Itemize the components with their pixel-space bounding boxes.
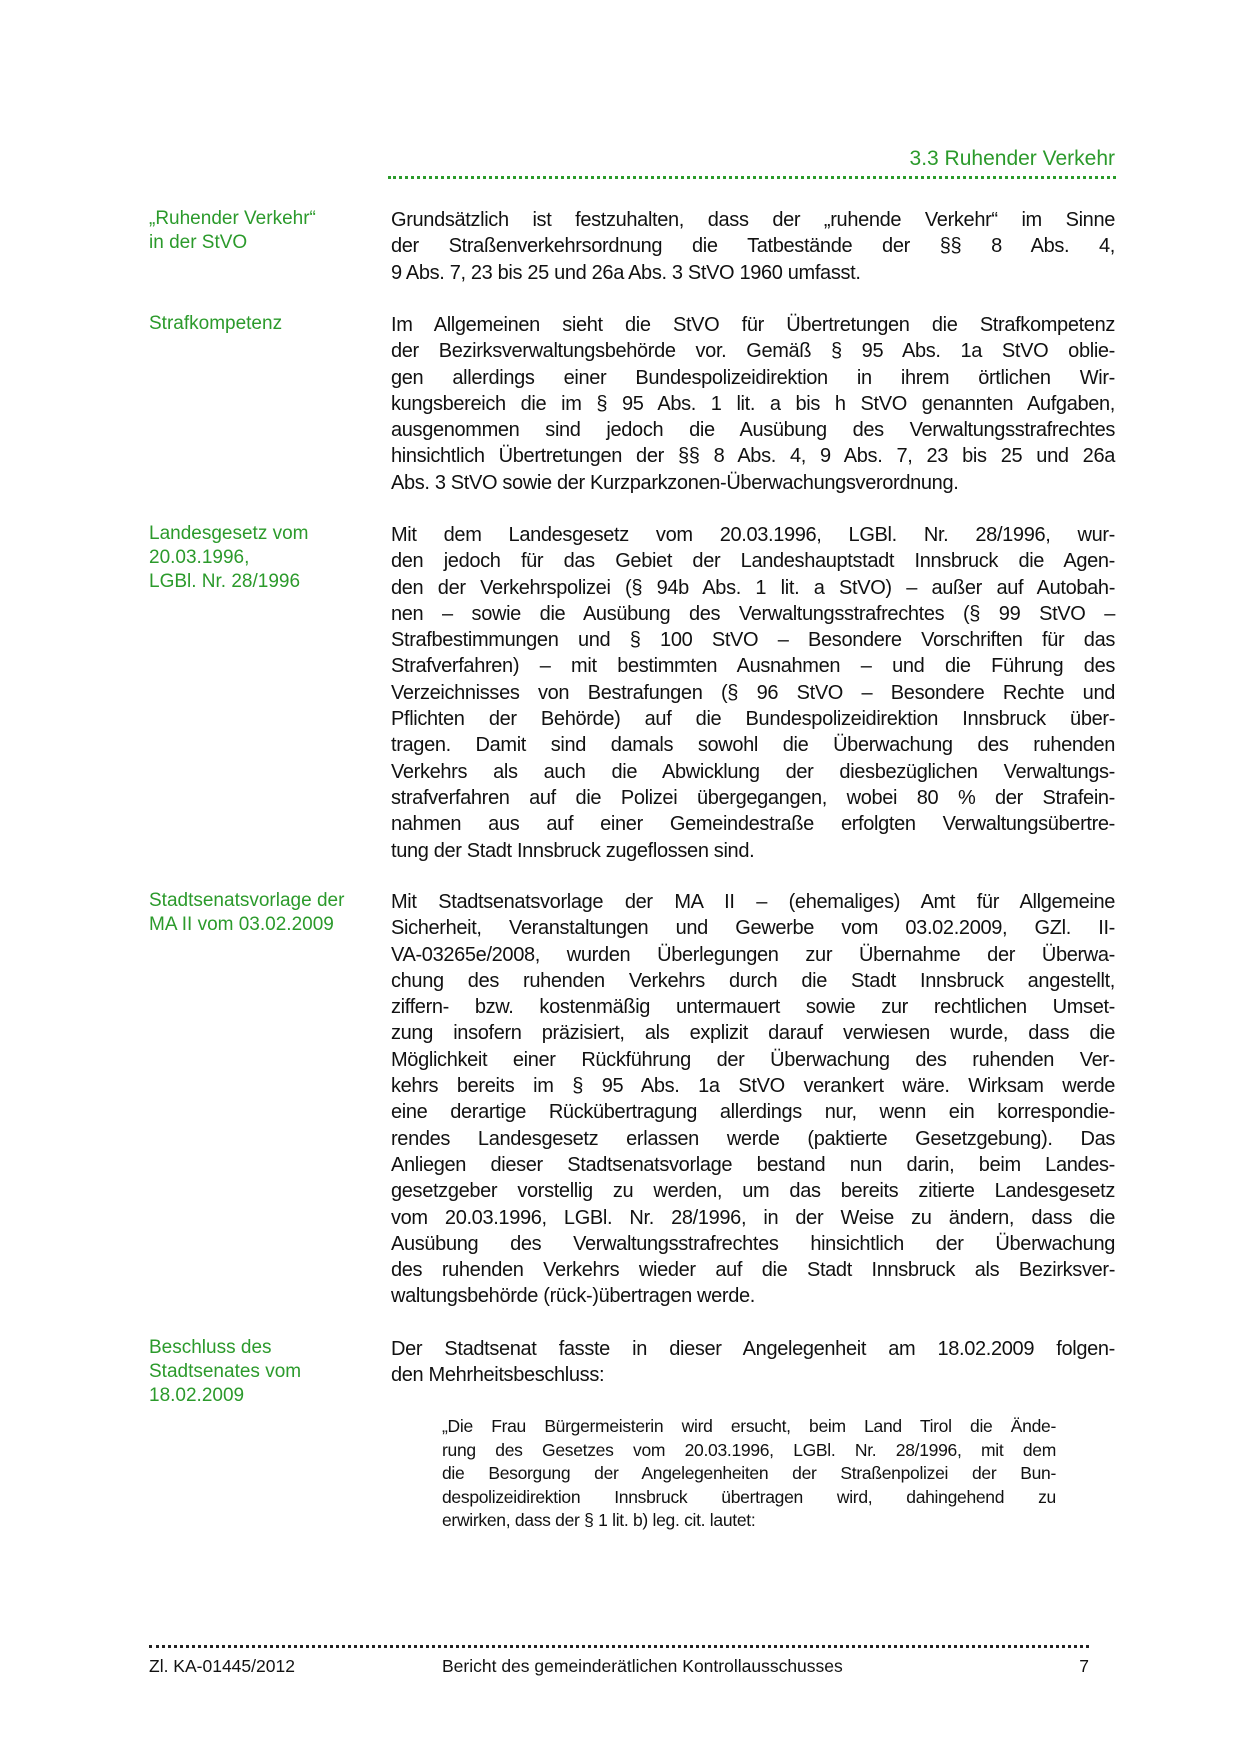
paragraph-line: Verkehrs als auch die Abwicklung der diesbezüglichen Verwaltungs- <box>391 760 1115 783</box>
paragraph-line: des ruhenden Verkehrs wieder auf die Stadt Innsbruck als Bezirksver- <box>391 1259 1115 1282</box>
margin-note <box>149 1336 379 1408</box>
page-number: 7 <box>1079 1656 1089 1676</box>
paragraph-line: hinsichtlich Übertretungen der §§ 8 Abs. 4, 9 Abs. 7, 23 bis 25 und 26a <box>391 445 1115 468</box>
margin-note-line: Beschluss des <box>149 1337 272 1358</box>
paragraph-line: kungsbereich die im § 95 Abs. 1 lit. a bis h StVO genannten Aufgaben, <box>391 392 1115 415</box>
quote-line: erwirken, dass der § 1 lit. b) leg. cit. lautet: <box>442 1510 756 1530</box>
paragraph <box>391 207 1115 286</box>
paragraph-line: den Mehrheitsbeschluss: <box>391 1364 605 1387</box>
paragraph-line: ausgenommen sind jedoch die Ausübung des Verwaltungsstrafrechtes <box>391 419 1115 442</box>
margin-note-line: Landesgesetz vom <box>149 523 309 544</box>
paragraph-line: vom 20.03.1996, LGBl. Nr. 28/1996, in der Weise zu ändern, dass die <box>391 1206 1115 1229</box>
paragraph-line: Der Stadtsenat fasste in dieser Angelegenheit am 18.02.2009 folgen- <box>391 1338 1115 1360</box>
footer-title: Bericht des gemeinderätlichen Kontrollausschusses <box>442 1656 843 1676</box>
margin-note-line: „Ruhender Verkehr“ <box>149 208 316 229</box>
paragraph-line: tung der Stadt Innsbruck zugeflossen sind. <box>391 839 755 862</box>
margin-note-line: Strafkompetenz <box>149 313 283 334</box>
paragraph-line: Verzeichnisses von Bestrafungen (§ 96 StVO – Besondere Rechte und <box>391 681 1115 704</box>
margin-note-line: Stadtsenatsvorlage der <box>149 890 345 911</box>
paragraph-line: ziffern- bzw. kostenmäßig untermauert sowie zur rechtlichen Umset- <box>391 996 1115 1019</box>
paragraph-line: den der Verkehrspolizei (§ 94b Abs. 1 lit. a StVO) – außer auf Autobah- <box>391 576 1115 599</box>
section-header: 3.3 Ruhender Verkehr <box>909 147 1115 170</box>
margin-note-line: LGBl. Nr. 28/1996 <box>149 571 301 592</box>
paragraph <box>391 312 1115 496</box>
paragraph-line: Strafbestimmungen und § 100 StVO – Besondere Vorschriften für das <box>391 629 1115 652</box>
paragraph-line: rendes Landesgesetz erlassen werde (paktierte Gesetzgebung). Das <box>391 1127 1115 1150</box>
paragraph-line: eine derartige Rückübertragung allerdings nur, wenn ein korrespondie- <box>391 1101 1115 1124</box>
paragraph-line: der Straßenverkehrsordnung die Tatbestände der §§ 8 Abs. 4, <box>391 235 1115 258</box>
header-divider <box>388 176 1116 179</box>
footer-reference: Zl. KA-01445/2012 <box>149 1656 295 1676</box>
quote-line: die Besorgung der Angelegenheiten der Straßenpolizei der Bun- <box>442 1463 1056 1483</box>
paragraph-line: Strafverfahren) – mit bestimmten Ausnahmen – und die Führung des <box>391 655 1115 678</box>
paragraph-line: tragen. Damit sind damals sowohl die Überwachung des ruhenden <box>391 734 1115 757</box>
paragraph <box>391 1336 1115 1389</box>
paragraph-line: Sicherheit, Veranstaltungen und Gewerbe vom 03.02.2009, GZl. II- <box>391 917 1115 940</box>
paragraph-line: Ausübung des Verwaltungsstrafrechtes hinsichtlich der Überwachung <box>391 1232 1115 1255</box>
paragraph-line: strafverfahren auf die Polizei übergegangen, wobei 80 % der Strafein- <box>391 786 1115 809</box>
margin-note-line: in der StVO <box>149 232 248 253</box>
margin-note-line: MA II vom 03.02.2009 <box>149 914 334 935</box>
paragraph-line: zung insofern präzisiert, als explizit darauf verwiesen wurde, dass die <box>391 1022 1115 1045</box>
paragraph-line: Anliegen dieser Stadtsenatsvorlage bestand nun darin, beim Landes- <box>391 1153 1115 1176</box>
paragraph-line: nahmen aus auf einer Gemeindestraße erfolgten Verwaltungsübertre- <box>391 813 1115 836</box>
margin-note-line: Stadtsenates vom <box>149 1361 302 1382</box>
quote-line: „Die Frau Bürgermeisterin wird ersucht, beim Land Tirol die Ände- <box>442 1416 1056 1436</box>
margin-note-line: 20.03.1996, <box>149 547 250 568</box>
margin-note-line: 18.02.2009 <box>149 1385 245 1406</box>
paragraph <box>391 889 1115 1310</box>
paragraph-line: kehrs bereits im § 95 Abs. 1a StVO verankert wäre. Wirksam werde <box>391 1075 1115 1098</box>
footer-divider <box>149 1645 1089 1648</box>
paragraph-line: 9 Abs. 7, 23 bis 25 und 26a Abs. 3 StVO 1960 umfasst. <box>391 261 861 284</box>
margin-note <box>149 522 379 594</box>
paragraph-line: Grundsätzlich ist festzuhalten, dass der „ruhende Verkehr“ im Sinne <box>391 209 1115 231</box>
quote-line: despolizeidirektion Innsbruck übertragen wird, dahingehend zu <box>442 1486 1056 1507</box>
paragraph-line: waltungsbehörde (rück-)übertragen werde. <box>391 1285 755 1308</box>
paragraph-line: der Bezirksverwaltungsbehörde vor. Gemäß § 95 Abs. 1a StVO oblie- <box>391 340 1115 363</box>
paragraph-line: den jedoch für das Gebiet der Landeshauptstadt Innsbruck die Agen- <box>391 550 1115 573</box>
paragraph-line: Mit dem Landesgesetz vom 20.03.1996, LGBl. Nr. 28/1996, wur- <box>391 524 1115 546</box>
paragraph-line: VA-03265e/2008, wurden Überlegungen zur Übernahme der Überwa- <box>391 943 1115 966</box>
margin-note <box>149 312 379 336</box>
paragraph-line: Pflichten der Behörde) auf die Bundespolizeidirektion Innsbruck über- <box>391 708 1115 731</box>
paragraph-line: nen – sowie die Ausübung des Verwaltungsstrafrechtes (§ 99 StVO – <box>391 602 1115 625</box>
margin-note <box>149 889 379 937</box>
paragraph-line: gesetzgeber vorstellig zu werden, um das bereits zitierte Landesgesetz <box>391 1180 1115 1203</box>
paragraph-line: chung des ruhenden Verkehrs durch die Stadt Innsbruck angestellt, <box>391 969 1115 992</box>
paragraph <box>391 522 1115 864</box>
paragraph-line: gen allerdings einer Bundespolizeidirektion in ihrem örtlichen Wir- <box>391 366 1115 389</box>
paragraph-line: Mit Stadtsenatsvorlage der MA II – (ehemaliges) Amt für Allgemeine <box>391 891 1115 913</box>
paragraph-line: Im Allgemeinen sieht die StVO für Übertretungen die Strafkompetenz <box>391 314 1115 336</box>
margin-note <box>149 207 379 255</box>
paragraph-line: Möglichkeit einer Rückführung der Überwachung des ruhenden Ver- <box>391 1048 1115 1071</box>
quote-line: rung des Gesetzes vom 20.03.1996, LGBl. Nr. 28/1996, mit dem <box>442 1439 1056 1460</box>
paragraph-line: Abs. 3 StVO sowie der Kurzparkzonen-Überwachungsverordnung. <box>391 471 959 494</box>
resolution-quote <box>442 1415 1056 1533</box>
